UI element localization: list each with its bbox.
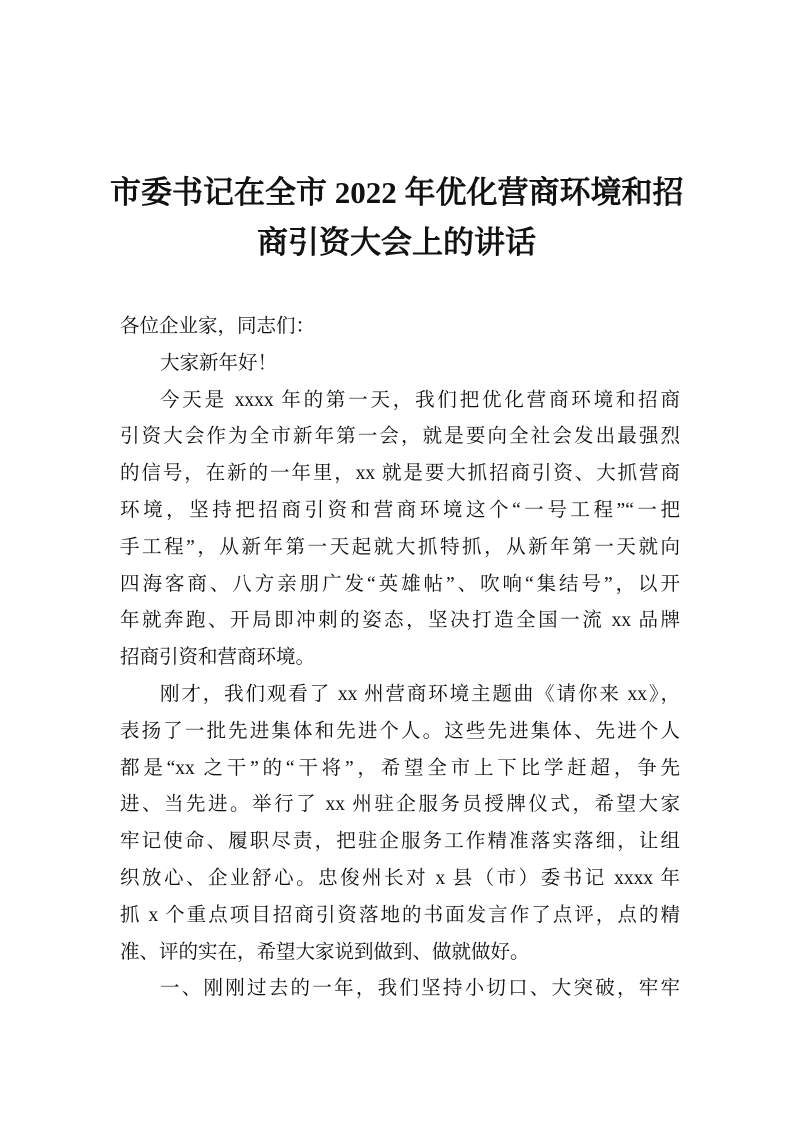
text-line: 都是“xx 之干”的“干将”，希望全市上下比学赶超，争先 (120, 757, 680, 779)
text-line: 牢记使命、履职尽责，把驻企服务工作精准落实落细，让组 (120, 831, 680, 853)
text-line: 各位企业家，同志们： (120, 316, 316, 337)
text-line: 引资大会作为全市新年第一会，就是要向全社会发出最强烈 (120, 426, 680, 448)
text-line: 织放心、企业舒心。忠俊州长对 x 县（市）委书记 xxxx 年 (120, 867, 680, 889)
paragraph (120, 383, 680, 677)
text-line: 一、刚刚过去的一年，我们坚持小切口、大突破，牢牢 (160, 978, 680, 1000)
text-line: 准、评的实在，希望大家说到做到、做就做好。 (120, 941, 530, 963)
text-line: 抓 x 个重点项目招商引资落地的书面发言作了点评，点的精 (120, 904, 680, 926)
text-line: 环境，坚持把招商引资和营商环境这个“一号工程”“一把 (120, 499, 680, 521)
paragraph (120, 677, 680, 971)
paragraph (120, 971, 680, 1008)
text-line: 年就奔跑、开局即冲刺的姿态，坚决打造全国一流 xx 品牌 (120, 610, 680, 632)
text-line: 表扬了一批先进集体和先进个人。这些先进集体、先进个人 (120, 720, 680, 742)
paragraph (120, 309, 680, 346)
text-line: 大家新年好！ (160, 352, 278, 374)
document-body (120, 309, 680, 1008)
text-line: 刚才，我们观看了 xx 州营商环境主题曲《请你来 xx》， (160, 683, 680, 705)
title-line-2: 商引资大会上的讲话 (257, 225, 536, 260)
text-line: 今天是 xxxx 年的第一天，我们把优化营商环境和招商 (160, 389, 680, 411)
title-line-1: 市委书记在全市 2022 年优化营商环境和招 (110, 175, 684, 210)
text-line: 手工程”，从新年第一天起就大抓特抓，从新年第一天就向 (120, 536, 680, 558)
document-title (110, 168, 683, 268)
text-line: 招商引资和营商环境。 (120, 647, 316, 669)
text-line: 四海客商、八方亲朋广发“英雄帖”、吹响“集结号”，以开 (120, 573, 680, 595)
text-line: 进、当先进。举行了 xx 州驻企服务员授牌仪式，希望大家 (120, 794, 680, 816)
text-line: 的信号，在新的一年里，xx 就是要大抓招商引资、大抓营商 (120, 463, 680, 485)
paragraph (120, 346, 680, 383)
